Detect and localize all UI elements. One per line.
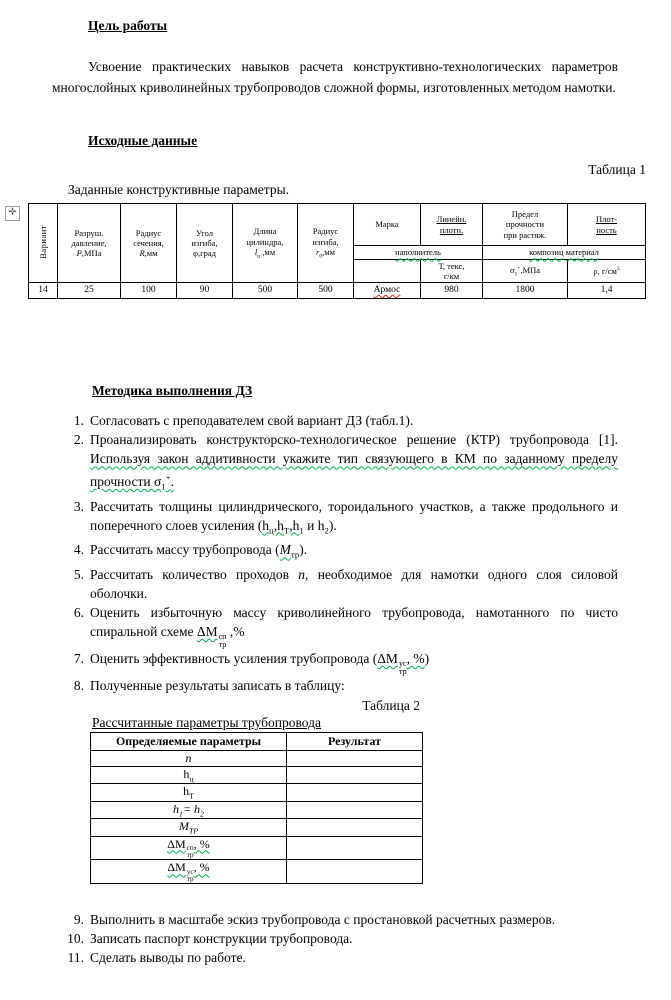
t2-param-cell: $h_Т$: [91, 784, 287, 801]
t1-value-rho: 1,4: [568, 283, 646, 299]
t2-row-ht: [91, 784, 423, 801]
t2-result-cell: [287, 784, 423, 801]
t2-row-mtr: [91, 819, 423, 836]
t1-header-variant-label: Вариант: [37, 225, 48, 259]
list-item-number: 11.: [67, 950, 84, 966]
list-item-text: Рассчитать количество проходов n, необходимое для намотки одного слоя силовой оболочки.: [90, 566, 618, 601]
table2-caption: Таблица 2: [362, 697, 420, 713]
t2-result-cell: [287, 836, 423, 860]
t1-value-section-radius: 100: [121, 283, 177, 299]
method-list: [64, 411, 618, 695]
t2-row-dm-us: [91, 860, 423, 884]
source-data-heading: Исходные данные: [88, 133, 198, 148]
t1-header-section-radius: Радиус сечения, R,мм: [121, 204, 177, 283]
list-item-11: [64, 948, 618, 967]
list-item-text: Рассчитать массу трубопровода $(М_{тр})$.: [90, 542, 308, 560]
t1-value-mark: [354, 283, 421, 299]
t2-row-h1h2: [91, 801, 423, 818]
list-item-number: 6.: [73, 604, 84, 620]
t1-header-tensile-strength: Предел прочности при растяж.: [483, 204, 568, 246]
t1-value-bend-radius: 500: [298, 283, 354, 299]
goal-heading: Цель работы: [88, 18, 168, 33]
list-item-number: 9.: [73, 912, 84, 928]
list-item-2: [64, 430, 618, 496]
list-item-1: [64, 411, 618, 430]
t2-param-cell: ΔМ ус тр , %: [91, 860, 287, 884]
t2-result-cell: [287, 860, 423, 884]
t1-value-angle: 90: [177, 283, 233, 299]
list-item-text: Оценить избыточную массу криволинейного трубопровода, намотанного по чисто спиральной схеме ΔМ сп тр ,%: [90, 604, 618, 649]
t2-result-cell: [287, 766, 423, 783]
list-item-number: 5.: [73, 566, 84, 582]
t2-header-row: [91, 732, 423, 750]
t1-header-mark: Марка: [354, 204, 421, 246]
table2-title: Рассчитанные параметры трубопровода: [92, 714, 321, 730]
t1-header-pressure: Разруш. давление, Р,МПа: [58, 204, 121, 283]
t1-header-tex: Т, текс, г/км: [421, 260, 483, 283]
parameters-table: [28, 203, 646, 299]
method-heading: Методика выполнения ДЗ: [92, 383, 253, 399]
list-item-text: Полученные результаты записать в таблицу:: [90, 677, 345, 693]
results-table: [90, 732, 423, 884]
t2-result-cell: [287, 819, 423, 836]
list-item-number: 2.: [73, 432, 84, 448]
t1-header-empty: [354, 260, 421, 283]
list-item-text: Оценить эффективность усиления трубопровода (ΔМ ус тр , %): [90, 650, 430, 676]
list-item-number: 3.: [73, 498, 84, 514]
t1-value-pressure: 25: [58, 283, 121, 299]
t1-value-cylinder-length: 500: [233, 283, 298, 299]
list-item-number: 7.: [73, 650, 84, 666]
t2-param-cell: n: [91, 750, 287, 766]
list-item-number: 1.: [73, 413, 84, 429]
list-item-text: Выполнить в масштабе эскиз трубопровода с простановкой расчетных размеров.: [90, 912, 556, 928]
list-item-text: Сделать выводы по работе.: [90, 950, 246, 966]
list-item-number: 10.: [67, 931, 84, 947]
t1-value-mark-text: Армос: [373, 285, 401, 296]
t2-row-n: [91, 750, 423, 766]
t2-header-params: Определяемые параметры: [91, 732, 287, 750]
t1-header-bend-angle: Угол изгиба, φ,град: [177, 204, 233, 283]
t2-param-cell: $h_ц$: [91, 766, 287, 783]
t1-header-sigma: $\sigma_1^+,МПа$: [483, 260, 568, 283]
t2-row-hc: [91, 766, 423, 783]
list-item-text: Рассчитать толщины цилиндрического, тороидального участков, а также продольного и поперечного слоев усиления ($h_ц,h_Т,h_1$ и $h_2$).: [90, 498, 618, 536]
t2-result-cell: [287, 801, 423, 818]
list-item-text: Записать паспорт конструкции трубопровода.: [90, 931, 353, 947]
list-item-3: [64, 497, 618, 541]
list-item-text: Проанализировать конструкторско-технологическое решение (КТР) трубопровода [1]. Используя закон аддитивности укажите тип связующего в КМ по заданному пределу прочности $\sigma_1^+$.: [90, 432, 618, 492]
list-item-6: [64, 603, 618, 649]
t1-header-bend-radius: Радиус изгиба, $r_0,мм$: [298, 204, 354, 283]
goal-paragraph: Усвоение практических навыков расчета конструктивно-технологических параметров многослойных криволинейных трубопроводов сложной формы, изготовленных методом намотки.: [52, 59, 618, 95]
t1-header-variant: [29, 204, 58, 283]
list-item-number: 8.: [73, 677, 84, 693]
t1-value-variant: 14: [29, 283, 58, 299]
list-item-4: [64, 540, 618, 565]
list-item-9: [64, 910, 618, 929]
method-list-continued: [64, 910, 618, 967]
t1-header-density: Плот- ность: [568, 204, 646, 246]
t2-result-cell: [287, 750, 423, 766]
list-item-8: [64, 676, 618, 695]
t1-header-filler: наполнитель: [354, 246, 483, 260]
t1-header-row-1: [29, 204, 646, 246]
t1-header-cylinder-length: Длина цилиндра, $l_ц$ ,мм: [233, 204, 298, 283]
table-move-handle-icon[interactable]: ✛: [5, 206, 20, 221]
t1-value-linear-density: 980: [421, 283, 483, 299]
table1-subtitle: Заданные конструктивные параметры.: [68, 182, 290, 197]
list-item-10: [64, 929, 618, 948]
t2-header-result: Результат: [287, 732, 423, 750]
list-item-text: Согласовать с преподавателем свой вариант ДЗ (табл.1).: [90, 413, 414, 429]
list-item-5: [64, 565, 618, 603]
list-item-7: [64, 649, 618, 676]
t1-value-sigma: 1800: [483, 283, 568, 299]
t2-param-cell: $h_1= h_2$: [91, 801, 287, 818]
table1-caption: Таблица 1: [588, 162, 646, 177]
t2-row-dm-sp: [91, 836, 423, 860]
t1-header-composite: композиц материал: [483, 246, 646, 260]
list-item-number: 4.: [73, 542, 84, 558]
t2-param-cell: ΔМ сп тр , %: [91, 836, 287, 860]
t1-data-row: [29, 283, 646, 299]
t1-header-rho: ρ, $г/см^3$: [568, 260, 646, 283]
t2-param-cell: $М_{ТР}$: [91, 819, 287, 836]
t1-header-linear-density: Линейн. плотн.: [421, 204, 483, 246]
